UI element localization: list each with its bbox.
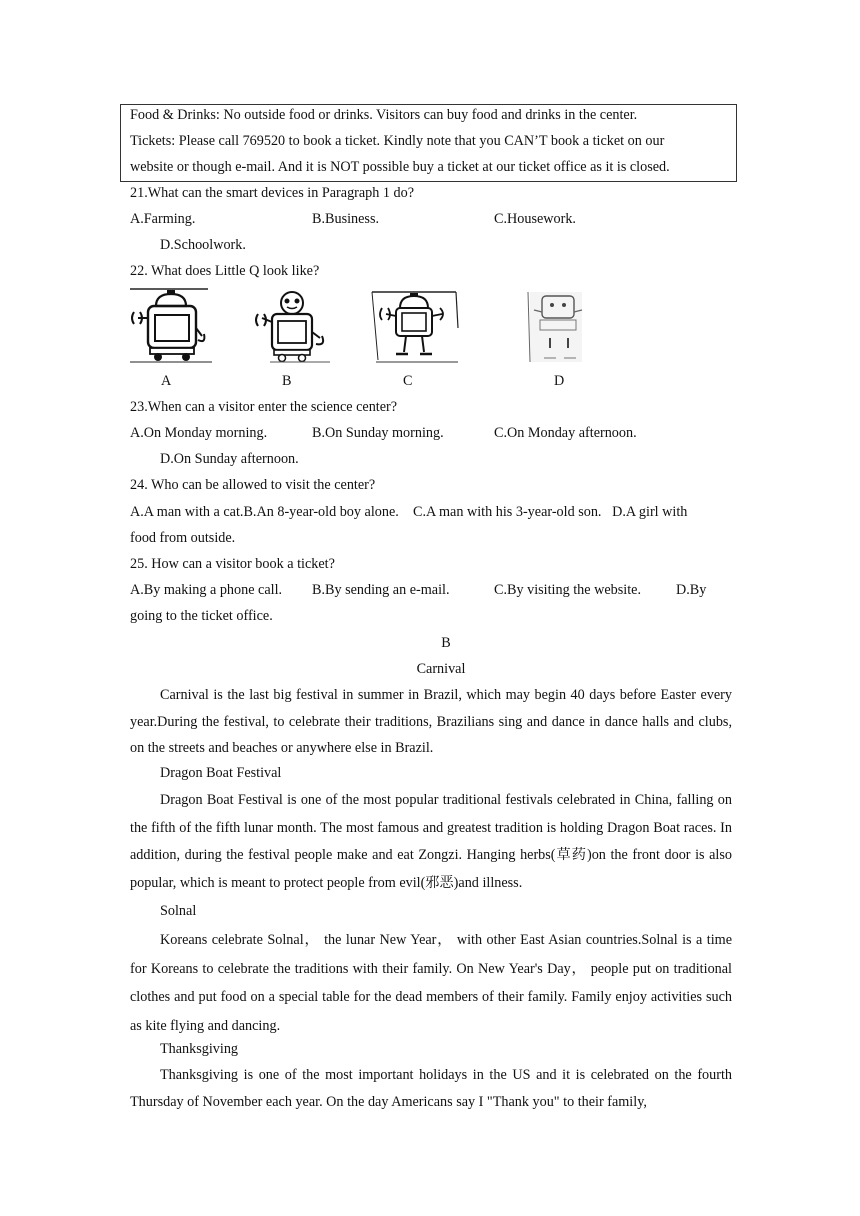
robot-figure-c[interactable] xyxy=(370,288,460,364)
q23-option-c[interactable]: C.On Monday afternoon. xyxy=(494,425,637,441)
thanksgiving-heading: Thanksgiving xyxy=(160,1041,239,1057)
section-letter: B xyxy=(441,635,451,651)
q22-stem: 22. What does Little Q look like? xyxy=(130,263,320,279)
dragon-text: Dragon Boat Festival is one of the most popular traditional festivals celebrated in China, falling on the fifth of the fifth lunar month. The most famous and greatest tradition is holding Dragon Boat races. In addition, during the festival people make and eat Zongzi. Hanging herbs(草药)on the front door is also popular, which is meant to protect people from evil(邪恶)and illness. xyxy=(130,792,732,891)
q25-stem: 25. How can a visitor book a ticket? xyxy=(130,556,335,572)
robot-figure-b[interactable] xyxy=(250,288,334,364)
q23-stem: 23.When can a visitor enter the science center? xyxy=(130,399,398,415)
q21-option-c[interactable]: C.Housework. xyxy=(494,211,576,227)
dragon-heading: Dragon Boat Festival xyxy=(160,765,282,781)
q21-stem: 21.What can the smart devices in Paragraph 1 do? xyxy=(130,185,415,201)
notice-box xyxy=(120,104,737,182)
q25-option-b[interactable]: B.By sending an e-mail. xyxy=(312,582,450,598)
q22-label-b: B xyxy=(282,373,292,389)
q21-option-b[interactable]: B.Business. xyxy=(312,211,380,227)
thanksgiving-paragraph xyxy=(130,1062,732,1115)
notice-line-tickets: Tickets: Please call 769520 to book a ticket. Kindly note that you CAN’T book a ticket on our xyxy=(130,133,665,149)
q25-option-d-cont: going to the ticket office. xyxy=(130,608,273,624)
notice-line-food: Food & Drinks: No outside food or drinks. Visitors can buy food and drinks in the center. xyxy=(130,107,638,123)
notice-line-tickets-cont: website or though e-mail. And it is NOT possible buy a ticket at our ticket office as it is closed. xyxy=(130,159,670,175)
q24-options-cont: food from outside. xyxy=(130,530,236,546)
q23-option-a[interactable]: A.On Monday morning. xyxy=(130,425,268,441)
solnal-paragraph xyxy=(130,926,732,1040)
section-title: Carnival xyxy=(416,661,466,677)
q24-stem: 24. Who can be allowed to visit the center? xyxy=(130,477,376,493)
robot-figure-d[interactable] xyxy=(522,288,588,366)
q22-label-a: A xyxy=(161,373,172,389)
q21-option-a[interactable]: A.Farming. xyxy=(130,211,196,227)
q25-option-d[interactable]: D.By xyxy=(676,582,707,598)
carnival-text: Carnival is the last big festival in summer in Brazil, which may begin 40 days before Easter every year.During the festival, to celebrate their traditions, Brazilians sing and dance in dance halls and clubs, on the streets and beaches or anywhere else in Brazil. xyxy=(130,687,732,756)
dragon-paragraph xyxy=(130,787,732,897)
q22-label-d: D xyxy=(554,373,565,389)
solnal-text: Koreans celebrate Solnal， the lunar New Year， with other East Asian countries.Solnal is a time for Koreans to celebrate the traditions with their family. On New Year's Day， people put on traditional clothes and put food on a special table for the dead members of their family. Family enjoy activities such as kite flying and dancing. xyxy=(130,932,732,1034)
carnival-paragraph xyxy=(130,682,732,762)
q23-option-d[interactable]: D.On Sunday afternoon. xyxy=(160,451,299,467)
q25-option-a[interactable]: A.By making a phone call. xyxy=(130,582,283,598)
q25-option-c[interactable]: C.By visiting the website. xyxy=(494,582,641,598)
robot-figure-a[interactable] xyxy=(128,288,214,364)
q22-label-c: C xyxy=(403,373,413,389)
thanksgiving-text: Thanksgiving is one of the most important holidays in the US and it is celebrated on the fourth Thursday of November each year. On the day Americans say I "Thank you" to their family, xyxy=(130,1067,732,1110)
q23-option-b[interactable]: B.On Sunday morning. xyxy=(312,425,444,441)
q21-option-d[interactable]: D.Schoolwork. xyxy=(160,237,246,253)
solnal-heading: Solnal xyxy=(160,903,197,919)
q24-options-line[interactable]: A.A man with a cat.B.An 8-year-old boy alone. C.A man with his 3-year-old son. D.A girl with xyxy=(130,504,688,520)
